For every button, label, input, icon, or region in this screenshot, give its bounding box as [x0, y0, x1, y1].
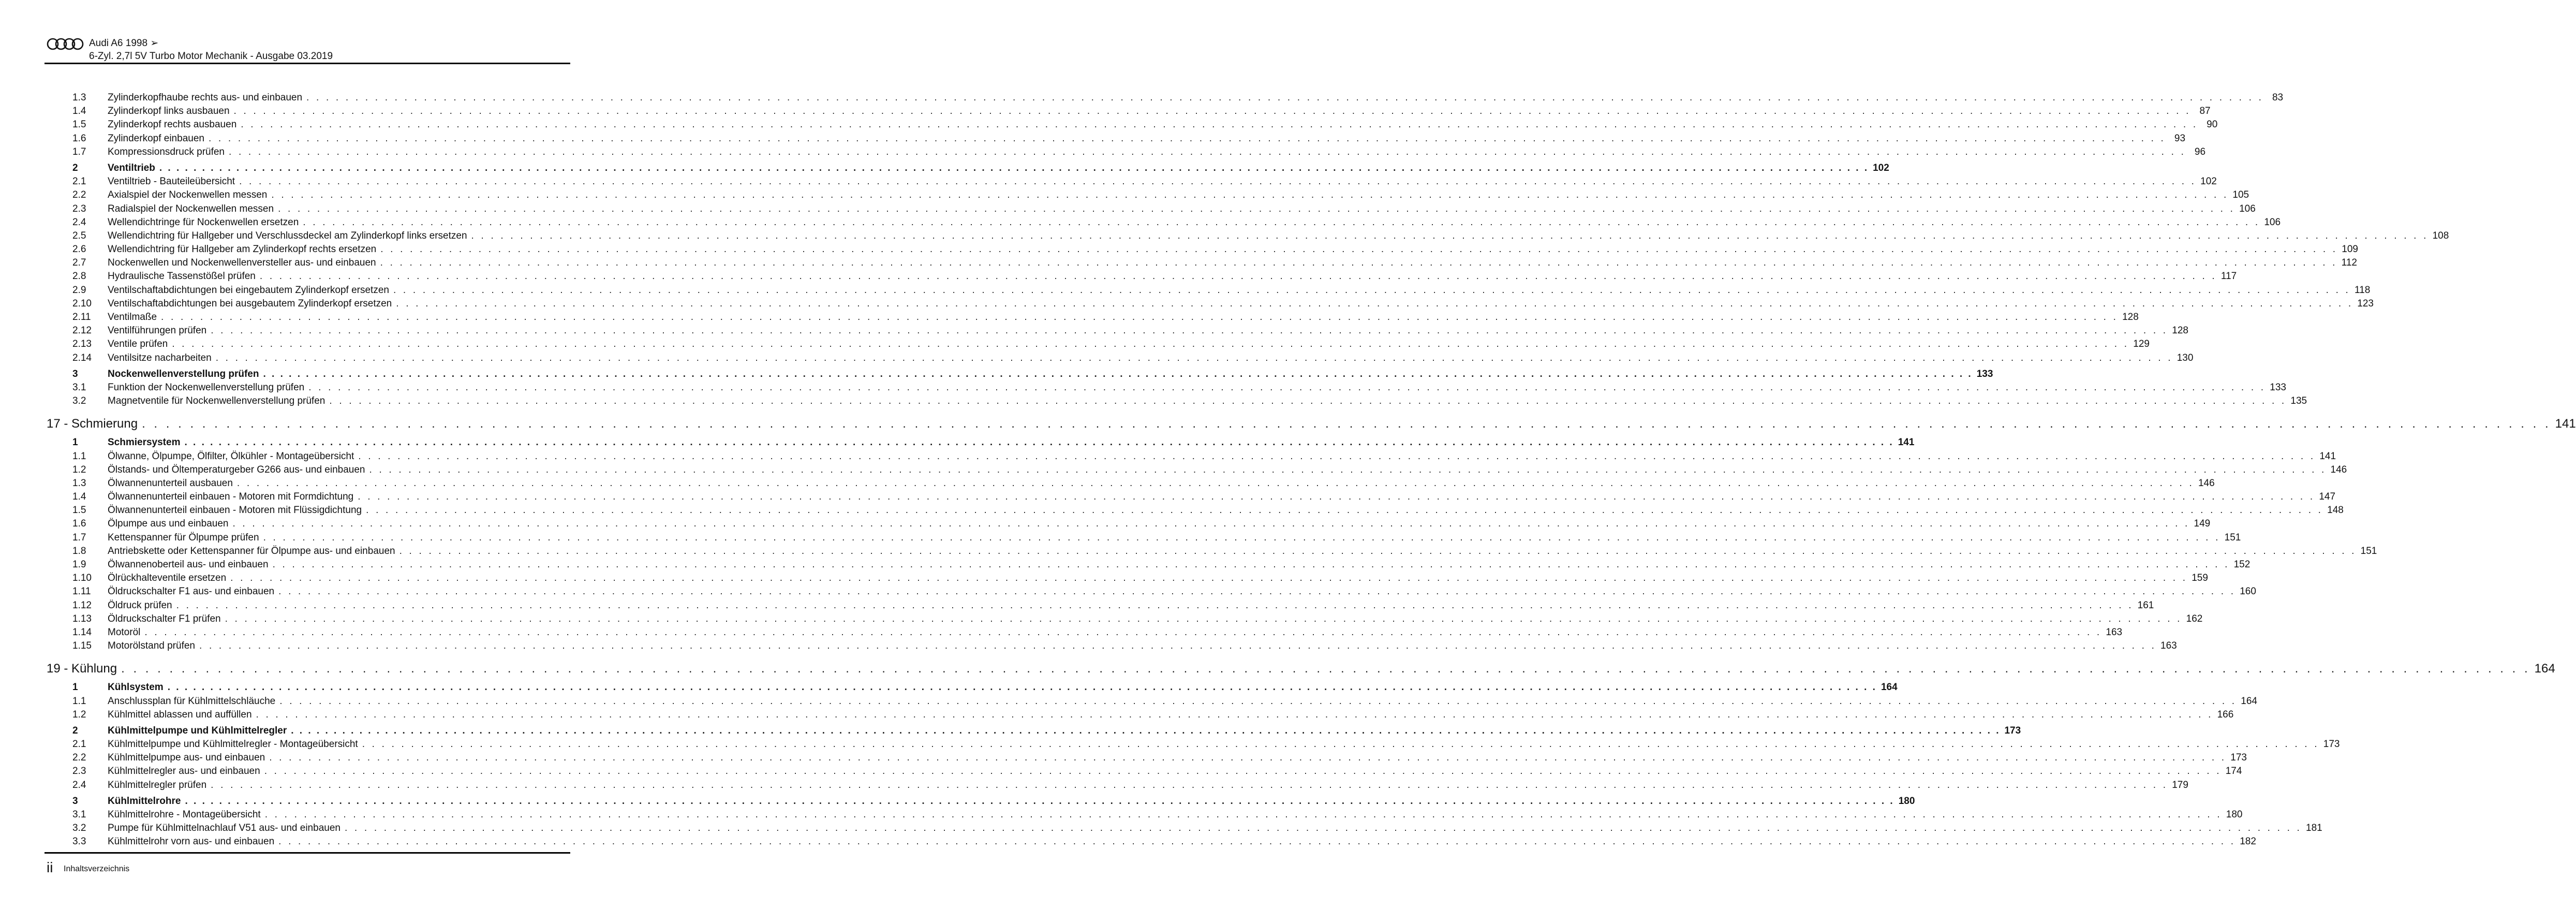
dot-leader: . . . . . . . . . . . . . . . . . . . . . . . . . . . . . . . . . . . . . . . . . . . . . . . . . . . . . . . . . . . . . . . . . . . . . . . . . . . . . . . . . . . . . . . . . . . . . . . . . . . . . . . . . . . . . . . . . . . . . . . . . . . . . . . . . . . . . . . . . . . . . . . . . . . . . . . . . . . . . . . . . . . . . . . . . . . . . . . . . . . . . . . . . . . . . . . . . . . . . . . .: [380, 244, 2338, 255]
entry-page: 96: [2194, 146, 2206, 157]
entry-number: 2.3: [72, 203, 86, 214]
toc-entry[interactable]: [47, 765, 2242, 778]
entry-title: Motorölstand prüfen: [108, 640, 195, 652]
entry-title: Ventilschaftabdichtungen bei eingebautem Zylinderkopf ersetzen: [108, 284, 389, 296]
toc-entry[interactable]: [47, 572, 2208, 585]
toc-entry[interactable]: [47, 118, 2218, 131]
dot-leader: . . . . . . . . . . . . . . . . . . . . . . . . . . . . . . . . . . . . . . . . . . . . . . . . . . . . . . . . . . . . . . . . . . . . . . . . . . . . . . . . . . . . . . . . . . . . . . . . . . . . . . . . . . . . . . . . . . . . . . . . . . . . . . . . . . . . . . . . . . . . . . . . . . . . . . . . . . . . . . . . . . . . . . . . . . . . . . . . . . . . . . . . . . . . . . . . . . . . . . . .: [229, 146, 2186, 157]
entry-title: Öldruckschalter F1 aus- und einbauen: [108, 586, 275, 597]
entry-number: 3: [72, 368, 78, 379]
toc-entry[interactable]: [47, 256, 2357, 270]
dot-leader: . . . . . . . . . . . . . . . . . . . . . . . . . . . . . . . . . . . . . . . . . . . . . . . . . . . . . . . . . . . . . . . . . . . . . . . . . . . . . . . . . . . . . . . . . . . . . . . . . . . . . . . . . . . . . . . . . . . . . . . . . . . . . . . . . . . . . . . . . . . . . . . . . . . . . . . . . . . . . . . . . . . . . . . . . . . . . . . . . . . . . . . . . . . . . . . . . . . . . . . .: [306, 92, 2264, 103]
dot-leader: . . . . . . . . . . . . . . . . . . . . . . . . . . . . . . . . . . . . . . . . . . . . . . . . . . . . . . . . . . . . . . . . . . . . . . . . . . . . . . . . . . . . . . . . . . . . . . . . . . . . . . . . . . . . . . . . . . . . . . . . . . . . . . . . . . . . . . . . . . . . . . . . . . . . . . . . . . . . . . . . . . . . . . . . . . . . . . . . . . . . . . . . . . . . . . . . . . . . . . . .: [167, 682, 1877, 693]
dot-leader: . . . . . . . . . . . . . . . . . . . . . . . . . . . . . . . . . . . . . . . . . . . . . . . . . . . . . . . . . . . . . . . . . . . . . . . . . . . . . . . . . . . . . . . . . . . . . . . . . . . . . . . . . . . . . . . . . . . . . . . . . . . . . . . . . . . . . . . . . . . . . . . . . . . . . . . . . . . . . . . . . . . . . . . . . . . . . . . . . . . . . . . . . . . . . . . . . . . . . . . .: [279, 695, 2237, 707]
toc-entry[interactable]: [47, 490, 2336, 504]
entry-title: Zylinderkopf links ausbauen: [108, 106, 230, 117]
entry-title: Radialspiel der Nockenwellen messen: [108, 203, 274, 214]
entry-page: 141: [2555, 417, 2576, 431]
entry-page: 173: [2323, 739, 2340, 750]
dot-leader: . . . . . . . . . . . . . . . . . . . . . . . . . . . . . . . . . . . . . . . . . . . . . . . . . . . . . . . . . . . . . . . . . . . . . . . . . . . . . . . . . . . . . . . . . . . . . . . . . . . . . . . . . . . . . . . . . . . . . . . . . . . . . . . . . . . . . . . . . . . . . . . . . . . . . . . . . . . . . . . . . . . . . . . . . . . . . . . . . . . . . . . . . . . . . . . . . . . . . . . .: [369, 464, 2327, 475]
dot-leader: . . . . . . . . . . . . . . . . . . . . . . . . . . . . . . . . . . . . . . . . . . . . . . . . . . . . . . . . . . . . . . . . . . . . . . . . . . . . . . . . . . . . . . . . . . . . . . . . . . . . . . . . . . . . . . . . . . . . . . . . . . . . . . . . . . . . . . . . . . . . . . . . . . . . . . . . . . . . . . . . . . . . . . . . . . . . . . . . . . . . . . . . . . . . . . . . . . . . . . . .: [362, 739, 2319, 750]
entry-page: 83: [2272, 92, 2284, 103]
entry-page: 133: [1976, 368, 1993, 379]
entry-title: Ölwannenunterteil einbauen - Motoren mit Formdichtung: [108, 491, 354, 503]
toc-entry[interactable]: [47, 639, 2177, 653]
toc-entry[interactable]: [47, 324, 2188, 338]
toc-entry[interactable]: [47, 270, 2237, 283]
dot-leader: . . . . . . . . . . . . . . . . . . . . . . . . . . . . . . . . . . . . . . . . . . . . . . . . . . . . . . . . . . . . . . . . . . . . . . . . . . . . . . . . . . . . . . . . . . . . . . . . . . . . . . . . . . . . . . . . . . . . . . . . . . . . . . . . . . . . . . . . . . . . . . . . . . . . . . . . . . . . . . . . . . . . . . . . . . . . . . . . . . . . . . . . . . . . . . . . . . . . . . . .: [271, 189, 2229, 201]
entry-page: 173: [2230, 752, 2247, 764]
dot-leader: . . . . . . . . . . . . . . . . . . . . . . . . . . . . . . . . . . . . . . . . . . . . . . . . . . . . . . . . . . . . . . . . . . . . . . . . . . . . . . . . . . . . . . . . . . . . . . . . . . . . . . . . . . . . . . . . . . . . . . . . . . . . . . . . . . . . . . . . . . . . . . . . . . . . . . . . . . . . . . . . . . . . . . . . . . . . . . . . . . . . . . . . . . . . . . . . . . . . . . . .: [308, 382, 2266, 393]
toc-entry[interactable]: [47, 751, 2247, 765]
entry-page: 160: [2240, 586, 2256, 597]
entry-number: 2.2: [72, 189, 86, 201]
entry-page: 129: [2133, 339, 2150, 350]
entry-page: 164: [2241, 695, 2257, 707]
dot-leader: . . . . . . . . . . . . . . . . . . . . . . . . . . . . . . . . . . . . . . . . . . . . . . . . . . . . . . . . . . . . . . . . . . . . . . . . . . . . . . . . . . . . . . . . . . . . . . . . . . . . . . . . . . . . . . . . . . . . . . . . . . . . . . . . . . . . . . . . . . . . . . . . . . . . . . . . . . . . . . . . . . . . . . . . . . . . . . . . . . . . . . . . . . . . . . . . . . . . . . . .: [358, 450, 2316, 462]
entry-title: Nockenwellen und Nockenwellenversteller aus- und einbauen: [108, 257, 376, 269]
entry-title: Funktion der Nockenwellenverstellung prüfen: [108, 382, 305, 393]
entry-page: 118: [2355, 284, 2371, 296]
entry-title: Ventiltrieb: [108, 162, 155, 173]
entry-number: 2.11: [72, 312, 91, 323]
entry-page: 147: [2319, 491, 2336, 503]
entry-page: 90: [2207, 119, 2218, 130]
toc-section[interactable]: [47, 795, 1915, 808]
dot-leader: . . . . . . . . . . . . . . . . . . . . . . . . . . . . . . . . . . . . . . . . . . . . . . . . . . . . . . . . . . . . . . . . . . . . . . . . . . . . . . . . . . . . . . . . . . . . . . . . . . . . . . . . . . . . . . . . . . . . . . . . . . . . . . . . . . . . . . . . . . . . . . . . . . . . . . . . . . . . . . . . . . . . . . . . . . . . . . . . . . . . . . . . . . . . . . . . . . . . . . . .: [176, 599, 2134, 611]
dot-leader: . . . . . . . . . . . . . . . . . . . . . . . . . . . . . . . . . . . . . . . . . . . . . . . . . . . . . . . . . . . . . . . . . . . . . . . . . . . . . . . . . . . . . . . . . . . . . . . . . . . . . . . . . . . . . . . . . . . . . . . . . . . . . . . . . . . . . . . . . . . . . . . . . . . . . . . . . . . . . . . . . . . . . . . . . . . . . . . . . . . . . . . . . . . . . . . . . . . . . . . .: [172, 339, 2129, 350]
entry-number: 2.4: [72, 779, 86, 790]
header-model: Audi A6 1998 ➢: [89, 38, 159, 49]
toc-entry[interactable]: [47, 188, 2249, 202]
entry-page: 152: [2233, 559, 2251, 570]
entry-number: 2.13: [72, 339, 92, 350]
dot-leader: . . . . . . . . . . . . . . . . . . . . . . . . . . . . . . . . . . . . . . . . . . . . . . . . . . . . . . . . . . . . . . . . . . . . . . . . . . . . . . . . . . . . . . . . . . . . . . . . . . . . . . . . . . . . . . . . . . . . . . . . . . . . . . . . . . . . . . . . . . . . . . . . . . . . . . . . . . . . . . . . . . . . . . . . . . . . . . . . . . . . . . . . . . . . . . . . . . . . . . . .: [366, 505, 2323, 516]
entry-page: 146: [2330, 464, 2347, 475]
entry-title: 19 - Kühlung: [47, 662, 117, 676]
entry-number: 1.14: [72, 626, 92, 638]
entry-page: 141: [2319, 450, 2336, 462]
toc-entry[interactable]: [47, 835, 2256, 848]
dot-leader: . . . . . . . . . . . . . . . . . . . . . . . . . . . . . . . . . . . . . . . . . . . . . . . . . . . . . . . . . . . . . . . . . . . . . . . . . . . . . . . . . . . . . . . . . . . . . . . . . . . . . . . . . . . . . . . . . . . . . . . . . . . . . . . . . . . . . . . . . . . . . . . . . . . . . . . . . . . . . . . . . . . . . . . . . . . . . . . . . . . . . . . . . . . . . . . . . . . . . . . .: [121, 662, 2530, 676]
dot-leader: . . . . . . . . . . . . . . . . . . . . . . . . . . . . . . . . . . . . . . . . . . . . . . . . . . . . . . . . . . . . . . . . . . . . . . . . . . . . . . . . . . . . . . . . . . . . . . . . . . . . . . . . . . . . . . . . . . . . . . . . . . . . . . . . . . . . . . . . . . . . . . . . . . . . . . . . . . . . . . . . . . . . . . . . . . . . . . . . . . . . . . . . . . . . . . . . . . . . . . . .: [211, 325, 2168, 336]
toc-section[interactable]: [47, 436, 1915, 449]
entry-title: Kühlmittel ablassen und auffüllen: [108, 709, 252, 720]
toc-entry[interactable]: [47, 695, 2257, 708]
dot-leader: . . . . . . . . . . . . . . . . . . . . . . . . . . . . . . . . . . . . . . . . . . . . . . . . . . . . . . . . . . . . . . . . . . . . . . . . . . . . . . . . . . . . . . . . . . . . . . . . . . . . . . . . . . . . . . . . . . . . . . . . . . . . . . . . . . . . . . . . . . . . . . . . . . . . . . . . . . . . . . . . . . . . . . . . . . . . . . . . . . . . . . . . . . . . . . . . . . . . . . . .: [236, 477, 2194, 489]
entry-page: 102: [1873, 162, 1889, 173]
dot-leader: . . . . . . . . . . . . . . . . . . . . . . . . . . . . . . . . . . . . . . . . . . . . . . . . . . . . . . . . . . . . . . . . . . . . . . . . . . . . . . . . . . . . . . . . . . . . . . . . . . . . . . . . . . . . . . . . . . . . . . . . . . . . . . . . . . . . . . . . . . . . . . . . . . . . . . . . . . . . . . . . . . . . . . . . . . . . . . . . . . . . . . . . . . . . . . . . . . . . . . . .: [211, 779, 2168, 790]
entry-number: 1.12: [72, 599, 92, 611]
entry-number: 1.7: [72, 146, 86, 157]
dot-leader: . . . . . . . . . . . . . . . . . . . . . . . . . . . . . . . . . . . . . . . . . . . . . . . . . . . . . . . . . . . . . . . . . . . . . . . . . . . . . . . . . . . . . . . . . . . . . . . . . . . . . . . . . . . . . . . . . . . . . . . . . . . . . . . . . . . . . . . . . . . . . . . . . . . . . . . . . . . . . . . . . . . . . . . . . . . . . . . . . . . . . . . . . . . . . . . . . . . . . . . .: [233, 106, 2191, 117]
entry-page: 128: [2172, 325, 2188, 336]
entry-title: Hydraulische Tassenstößel prüfen: [108, 271, 256, 282]
entry-title: Zylinderkopfhaube rechts aus- und einbauen: [108, 92, 303, 103]
entry-title: Ventilsitze nacharbeiten: [108, 352, 212, 363]
entry-number: 1: [72, 437, 78, 448]
toc-entry[interactable]: [47, 477, 2215, 490]
entry-title: Öldruckschalter F1 prüfen: [108, 613, 221, 624]
toc-section[interactable]: [47, 724, 2021, 738]
toc-entry[interactable]: [47, 626, 2123, 639]
toc-entry[interactable]: [47, 463, 2347, 477]
toc-entry[interactable]: [47, 517, 2211, 531]
toc-entry[interactable]: [47, 297, 2374, 311]
entry-title: Ventilschaftabdichtungen bei ausgebautem Zylinderkopf ersetzen: [108, 298, 392, 309]
entry-title: 17 - Schmierung: [47, 417, 138, 431]
entry-page: 180: [2226, 809, 2243, 820]
header-subtitle: 6-Zyl. 2,7l 5V Turbo Motor Mechanik - Ausgabe 03.2019: [89, 51, 333, 62]
dot-leader: . . . . . . . . . . . . . . . . . . . . . . . . . . . . . . . . . . . . . . . . . . . . . . . . . . . . . . . . . . . . . . . . . . . . . . . . . . . . . . . . . . . . . . . . . . . . . . . . . . . . . . . . . . . . . . . . . . . . . . . . . . . . . . . . . . . . . . . . . . . . . . . . . . . . . . . . . . . . . . . . . . . . . . . . . . . . . . . . . . . . . . . . . . . . . . . . . . . . . . . .: [303, 216, 2260, 228]
entry-title: Kühlmittelrohre: [108, 795, 181, 807]
entry-title: Schmiersystem: [108, 437, 181, 448]
entry-title: Wellendichtringe für Nockenwellen ersetzen: [108, 216, 299, 228]
toc-entry[interactable]: [47, 612, 2203, 626]
entry-number: 1.1: [72, 695, 86, 707]
entry-title: Kühlmittelpumpe und Kühlmittelregler: [108, 725, 287, 736]
dot-leader: . . . . . . . . . . . . . . . . . . . . . . . . . . . . . . . . . . . . . . . . . . . . . . . . . . . . . . . . . . . . . . . . . . . . . . . . . . . . . . . . . . . . . . . . . . . . . . . . . . . . . . . . . . . . . . . . . . . . . . . . . . . . . . . . . . . . . . . . . . . . . . . . . . . . . . . . . . . . . . . . . . . . . . . . . . . . . . . . . . . . . . . . . . . . . . . . . . . . . . . .: [208, 133, 2166, 144]
toc-entry[interactable]: [47, 531, 2241, 545]
entry-title: Kühlmittelregler prüfen: [108, 779, 207, 790]
entry-number: 2.9: [72, 284, 86, 296]
toc-entry[interactable]: [47, 394, 2307, 408]
dot-leader: . . . . . . . . . . . . . . . . . . . . . . . . . . . . . . . . . . . . . . . . . . . . . . . . . . . . . . . . . . . . . . . . . . . . . . . . . . . . . . . . . . . . . . . . . . . . . . . . . . . . . . . . . . . . . . . . . . . . . . . . . . . . . . . . . . . . . . . . . . . . . . . . . . . . . . . . . . . . . . . . . . . . . . . . . . . . . . . . . . . . . . . . . . . . . . . . . . . . . . . .: [329, 396, 2287, 407]
entry-number: 1.1: [72, 450, 86, 462]
toc-entry[interactable]: [47, 284, 2371, 297]
entry-page: 141: [1898, 437, 1915, 448]
entry-page: 112: [2341, 257, 2357, 269]
entry-number: 1.5: [72, 505, 86, 516]
dot-leader: . . . . . . . . . . . . . . . . . . . . . . . . . . . . . . . . . . . . . . . . . . . . . . . . . . . . . . . . . . . . . . . . . . . . . . . . . . . . . . . . . . . . . . . . . . . . . . . . . . . . . . . . . . . . . . . . . . . . . . . . . . . . . . . . . . . . . . . . . . . . . . . . . . . . . . . . . . . . . . . . . . . . . . . . . . . . . . . . . . . . . . . . . . . . . . . . . . . . . . . .: [256, 709, 2213, 720]
entry-number: 1.10: [72, 573, 92, 584]
entry-number: 2.10: [72, 298, 92, 309]
dot-leader: . . . . . . . . . . . . . . . . . . . . . . . . . . . . . . . . . . . . . . . . . . . . . . . . . . . . . . . . . . . . . . . . . . . . . . . . . . . . . . . . . . . . . . . . . . . . . . . . . . . . . . . . . . . . . . . . . . . . . . . . . . . . . . . . . . . . . . . . . . . . . . . . . . . . . . . . . . . . . . . . . . . . . . . . . . . . . . . . . . . . . . . . . . . . . . . . . . . . . . . .: [215, 352, 2173, 363]
entry-title: Antriebskette oder Kettenspanner für Ölpumpe aus- und einbauen: [108, 545, 395, 556]
footer-divider: [45, 852, 570, 854]
entry-page: 135: [2290, 396, 2307, 407]
entry-title: Ventiltrieb - Bauteileübersicht: [108, 176, 235, 187]
toc-entry[interactable]: [47, 175, 2217, 188]
dot-leader: . . . . . . . . . . . . . . . . . . . . . . . . . . . . . . . . . . . . . . . . . . . . . . . . . . . . . . . . . . . . . . . . . . . . . . . . . . . . . . . . . . . . . . . . . . . . . . . . . . . . . . . . . . . . . . . . . . . . . . . . . . . . . . . . . . . . . . . . . . . . . . . . . . . . . . . . . . . . . . . . . . . . . . . . . . . . . . . . . . . . . . . . . . . . . . . . . . . . . . . .: [264, 766, 2222, 777]
entry-title: Motoröl: [108, 626, 141, 638]
entry-title: Ölwannenunterteil ausbauen: [108, 477, 233, 489]
entry-title: Zylinderkopf einbauen: [108, 133, 204, 144]
entry-title: Kettenspanner für Ölpumpe prüfen: [108, 532, 259, 543]
dot-leader: . . . . . . . . . . . . . . . . . . . . . . . . . . . . . . . . . . . . . . . . . . . . . . . . . . . . . . . . . . . . . . . . . . . . . . . . . . . . . . . . . . . . . . . . . . . . . . . . . . . . . . . . . . . . . . . . . . . . . . . . . . . . . . . . . . . . . . . . . . . . . . . . . . . . . . . . . . . . . . . . . . . . . . . . . . . . . . . . . . . . . . . . . . . . . . . . . . . . . . . .: [264, 809, 2222, 820]
dot-leader: . . . . . . . . . . . . . . . . . . . . . . . . . . . . . . . . . . . . . . . . . . . . . . . . . . . . . . . . . . . . . . . . . . . . . . . . . . . . . . . . . . . . . . . . . . . . . . . . . . . . . . . . . . . . . . . . . . . . . . . . . . . . . . . . . . . . . . . . . . . . . . . . . . . . . . . . . . . . . . . . . . . . . . . . . . . . . . . . . . . . . . . . . . . . . . . . . . . . . . . .: [263, 532, 2220, 543]
entry-number: 2.6: [72, 244, 86, 255]
entry-number: 1.5: [72, 119, 86, 130]
dot-leader: . . . . . . . . . . . . . . . . . . . . . . . . . . . . . . . . . . . . . . . . . . . . . . . . . . . . . . . . . . . . . . . . . . . . . . . . . . . . . . . . . . . . . . . . . . . . . . . . . . . . . . . . . . . . . . . . . . . . . . . . . . . . . . . . . . . . . . . . . . . . . . . . . . . . . . . . . . . . . . . . . . . . . . . . . . . . . . . . . . . . . . . . . . . . . . . . . . . . . . . .: [161, 312, 2119, 323]
toc-entry[interactable]: [47, 145, 2206, 159]
dot-leader: . . . . . . . . . . . . . . . . . . . . . . . . . . . . . . . . . . . . . . . . . . . . . . . . . . . . . . . . . . . . . . . . . . . . . . . . . . . . . . . . . . . . . . . . . . . . . . . . . . . . . . . . . . . . . . . . . . . . . . . . . . . . . . . . . . . . . . . . . . . . . . . . . . . . . . . . . . . . . . . . . . . . . . . . . . . . . . . . . . . . . . . . . . . . . . . . . . . . . . . .: [399, 545, 2357, 556]
entry-page: 87: [2199, 106, 2211, 117]
entry-number: 2.14: [72, 352, 92, 363]
entry-title: Wellendichtring für Hallgeber und Verschlussdeckel am Zylinderkopf links ersetzen: [108, 230, 467, 241]
toc-entry[interactable]: [47, 450, 2336, 463]
entry-title: Öldruck prüfen: [108, 599, 172, 611]
entry-number: 2.2: [72, 752, 86, 764]
dot-leader: . . . . . . . . . . . . . . . . . . . . . . . . . . . . . . . . . . . . . . . . . . . . . . . . . . . . . . . . . . . . . . . . . . . . . . . . . . . . . . . . . . . . . . . . . . . . . . . . . . . . . . . . . . . . . . . . . . . . . . . . . . . . . . . . . . . . . . . . . . . . . . . . . . . . . . . . . . . . . . . . . . . . . . . . . . . . . . . . . . . . . . . . . . . . . . . . . . . . . . . .: [278, 586, 2236, 597]
entry-page: 109: [2342, 244, 2358, 255]
toc-entry[interactable]: [47, 91, 2284, 105]
entry-page: 108: [2432, 230, 2449, 241]
entry-page: 164: [2534, 662, 2555, 676]
toc-section[interactable]: [47, 368, 1993, 381]
dot-leader: . . . . . . . . . . . . . . . . . . . . . . . . . . . . . . . . . . . . . . . . . . . . . . . . . . . . . . . . . . . . . . . . . . . . . . . . . . . . . . . . . . . . . . . . . . . . . . . . . . . . . . . . . . . . . . . . . . . . . . . . . . . . . . . . . . . . . . . . . . . . . . . . . . . . . . . . . . . . . . . . . . . . . . . . . . . . . . . . . . . . . . . . . . . . . . . . . . . . . . . .: [199, 640, 2157, 652]
toc-entry[interactable]: [47, 229, 2449, 243]
entry-number: 2.7: [72, 257, 86, 269]
entry-number: 1.11: [72, 586, 91, 597]
entry-number: 3.2: [72, 823, 86, 834]
page-number: ii: [47, 859, 53, 875]
entry-page: 149: [2194, 518, 2211, 530]
entry-number: 2.3: [72, 766, 86, 777]
dot-leader: . . . . . . . . . . . . . . . . . . . . . . . . . . . . . . . . . . . . . . . . . . . . . . . . . . . . . . . . . . . . . . . . . . . . . . . . . . . . . . . . . . . . . . . . . . . . . . . . . . . . . . . . . . . . . . . . . . . . . . . . . . . . . . . . . . . . . . . . . . . . . . . . . . . . . . . . . . . . . . . . . . . . . . . . . . . . . . . . . . . . . . . . . . . . . . . . . . . . . . . .: [259, 271, 2217, 282]
entry-number: 2.5: [72, 230, 86, 241]
footer-label: Inhaltsverzeichnis: [64, 865, 130, 873]
entry-number: 2: [72, 725, 78, 736]
entry-number: 1.8: [72, 545, 86, 556]
entry-title: Kühlmittelregler aus- und einbauen: [108, 766, 260, 777]
entry-number: 2.1: [72, 739, 86, 750]
entry-page: 182: [2240, 836, 2256, 847]
entry-page: 148: [2327, 505, 2344, 516]
toc-entry[interactable]: [47, 338, 2150, 351]
dot-leader: . . . . . . . . . . . . . . . . . . . . . . . . . . . . . . . . . . . . . . . . . . . . . . . . . . . . . . . . . . . . . . . . . . . . . . . . . . . . . . . . . . . . . . . . . . . . . . . . . . . . . . . . . . . . . . . . . . . . . . . . . . . . . . . . . . . . . . . . . . . . . . . . . . . . . . . . . . . . . . . . . . . . . . . . . . . . . . . . . . . . . . . . . . . . . . . . . . . . . . . .: [344, 823, 2302, 834]
entry-page: 159: [2192, 573, 2208, 584]
audi-logo: [47, 37, 84, 51]
header-divider: [45, 63, 570, 64]
entry-number: 2.4: [72, 216, 86, 228]
entry-page: 162: [2186, 613, 2203, 624]
toc-entry[interactable]: [47, 311, 2139, 324]
entry-page: 146: [2198, 477, 2215, 489]
dot-leader: . . . . . . . . . . . . . . . . . . . . . . . . . . . . . . . . . . . . . . . . . . . . . . . . . . . . . . . . . . . . . . . . . . . . . . . . . . . . . . . . . . . . . . . . . . . . . . . . . . . . . . . . . . . . . . . . . . . . . . . . . . . . . . . . . . . . . . . . . . . . . . . . . . . . . . . . . . . . . . . . . . . . . . . . . . . . . . . . . . . . . . . . . . . . . . . . . . . . . . . .: [278, 203, 2236, 214]
entry-page: 173: [2004, 725, 2021, 736]
table-of-contents: [47, 91, 2576, 849]
entry-title: Ölrückhalteventile ersetzen: [108, 573, 227, 584]
dot-leader: . . . . . . . . . . . . . . . . . . . . . . . . . . . . . . . . . . . . . . . . . . . . . . . . . . . . . . . . . . . . . . . . . . . . . . . . . . . . . . . . . . . . . . . . . . . . . . . . . . . . . . . . . . . . . . . . . . . . . . . . . . . . . . . . . . . . . . . . . . . . . . . . . . . . . . . . . . . . . . . . . . . . . . . . . . . . . . . . . . . . . . . . . . . . . . . . . . . . . . . .: [184, 437, 1894, 448]
entry-title: Kühlmittelrohre - Montageübersicht: [108, 809, 261, 820]
toc-entry[interactable]: [47, 105, 2211, 118]
entry-page: 130: [2177, 352, 2194, 363]
entry-title: Ölwanne, Ölpumpe, Ölfilter, Ölkühler - Montageübersicht: [108, 450, 354, 462]
entry-title: Kühlsystem: [108, 682, 164, 693]
toc-entry[interactable]: [47, 708, 2234, 722]
dot-leader: . . . . . . . . . . . . . . . . . . . . . . . . . . . . . . . . . . . . . . . . . . . . . . . . . . . . . . . . . . . . . . . . . . . . . . . . . . . . . . . . . . . . . . . . . . . . . . . . . . . . . . . . . . . . . . . . . . . . . . . . . . . . . . . . . . . . . . . . . . . . . . . . . . . . . . . . . . . . . . . . . . . . . . . . . . . . . . . . . . . . . . . . . . . . . . . . . . . . . . . .: [142, 417, 2551, 431]
dot-leader: . . . . . . . . . . . . . . . . . . . . . . . . . . . . . . . . . . . . . . . . . . . . . . . . . . . . . . . . . . . . . . . . . . . . . . . . . . . . . . . . . . . . . . . . . . . . . . . . . . . . . . . . . . . . . . . . . . . . . . . . . . . . . . . . . . . . . . . . . . . . . . . . . . . . . . . . . . . . . . . . . . . . . . . . . . . . . . . . . . . . . . . . . . . . . . . . . . . . . . . .: [269, 752, 2227, 764]
entry-number: 3.3: [72, 836, 86, 847]
entry-page: 106: [2264, 216, 2281, 228]
entry-number: 1.2: [72, 709, 86, 720]
entry-page: 163: [2106, 626, 2123, 638]
entry-page: 93: [2174, 133, 2186, 144]
entry-number: 1.4: [72, 491, 86, 503]
dot-leader: . . . . . . . . . . . . . . . . . . . . . . . . . . . . . . . . . . . . . . . . . . . . . . . . . . . . . . . . . . . . . . . . . . . . . . . . . . . . . . . . . . . . . . . . . . . . . . . . . . . . . . . . . . . . . . . . . . . . . . . . . . . . . . . . . . . . . . . . . . . . . . . . . . . . . . . . . . . . . . . . . . . . . . . . . . . . . . . . . . . . . . . . . . . . . . . . . . . . . . . .: [278, 836, 2236, 847]
toc-entry[interactable]: [47, 352, 2194, 365]
entry-title: Anschlussplan für Kühlmittelschläuche: [108, 695, 276, 707]
entry-number: 1.6: [72, 133, 86, 144]
entry-title: Ventile prüfen: [108, 339, 168, 350]
entry-title: Kompressionsdruck prüfen: [108, 146, 225, 157]
entry-page: 128: [2122, 312, 2139, 323]
entry-title: Ventilführungen prüfen: [108, 325, 207, 336]
entry-title: Magnetventile für Nockenwellenverstellung prüfen: [108, 396, 325, 407]
toc-entry[interactable]: [47, 808, 2243, 822]
dot-leader: . . . . . . . . . . . . . . . . . . . . . . . . . . . . . . . . . . . . . . . . . . . . . . . . . . . . . . . . . . . . . . . . . . . . . . . . . . . . . . . . . . . . . . . . . . . . . . . . . . . . . . . . . . . . . . . . . . . . . . . . . . . . . . . . . . . . . . . . . . . . . . . . . . . . . . . . . . . . . . . . . . . . . . . . . . . . . . . . . . . . . . . . . . . . . . . . . . . . . . . .: [380, 257, 2337, 269]
entry-number: 1.13: [72, 613, 92, 624]
entry-title: Zylinderkopf rechts ausbauen: [108, 119, 237, 130]
toc-section[interactable]: [47, 162, 1889, 175]
dot-leader: . . . . . . . . . . . . . . . . . . . . . . . . . . . . . . . . . . . . . . . . . . . . . . . . . . . . . . . . . . . . . . . . . . . . . . . . . . . . . . . . . . . . . . . . . . . . . . . . . . . . . . . . . . . . . . . . . . . . . . . . . . . . . . . . . . . . . . . . . . . . . . . . . . . . . . . . . . . . . . . . . . . . . . . . . . . . . . . . . . . . . . . . . . . . . . . . . . . . . . . .: [263, 368, 1973, 379]
toc-entry[interactable]: [47, 243, 2358, 256]
dot-leader: . . . . . . . . . . . . . . . . . . . . . . . . . . . . . . . . . . . . . . . . . . . . . . . . . . . . . . . . . . . . . . . . . . . . . . . . . . . . . . . . . . . . . . . . . . . . . . . . . . . . . . . . . . . . . . . . . . . . . . . . . . . . . . . . . . . . . . . . . . . . . . . . . . . . . . . . . . . . . . . . . . . . . . . . . . . . . . . . . . . . . . . . . . . . . . . . . . . . . . . .: [291, 725, 2001, 736]
entry-page: 181: [2306, 823, 2322, 834]
entry-page: 105: [2232, 189, 2249, 201]
dot-leader: . . . . . . . . . . . . . . . . . . . . . . . . . . . . . . . . . . . . . . . . . . . . . . . . . . . . . . . . . . . . . . . . . . . . . . . . . . . . . . . . . . . . . . . . . . . . . . . . . . . . . . . . . . . . . . . . . . . . . . . . . . . . . . . . . . . . . . . . . . . . . . . . . . . . . . . . . . . . . . . . . . . . . . . . . . . . . . . . . . . . . . . . . . . . . . . . . . . . . . . .: [230, 573, 2188, 584]
entry-number: 1.7: [72, 532, 86, 543]
dot-leader: . . . . . . . . . . . . . . . . . . . . . . . . . . . . . . . . . . . . . . . . . . . . . . . . . . . . . . . . . . . . . . . . . . . . . . . . . . . . . . . . . . . . . . . . . . . . . . . . . . . . . . . . . . . . . . . . . . . . . . . . . . . . . . . . . . . . . . . . . . . . . . . . . . . . . . . . . . . . . . . . . . . . . . . . . . . . . . . . . . . . . . . . . . . . . . . . . . . . . . . .: [239, 176, 2197, 187]
dot-leader: . . . . . . . . . . . . . . . . . . . . . . . . . . . . . . . . . . . . . . . . . . . . . . . . . . . . . . . . . . . . . . . . . . . . . . . . . . . . . . . . . . . . . . . . . . . . . . . . . . . . . . . . . . . . . . . . . . . . . . . . . . . . . . . . . . . . . . . . . . . . . . . . . . . . . . . . . . . . . . . . . . . . . . . . . . . . . . . . . . . . . . . . . . . . . . . . . . . . . . . .: [144, 626, 2102, 638]
toc-entry[interactable]: [47, 202, 2256, 216]
toc-chapter[interactable]: [47, 415, 2576, 433]
toc-entry[interactable]: [47, 822, 2322, 835]
entry-page: 123: [2357, 298, 2374, 309]
entry-number: 3.1: [72, 809, 86, 820]
entry-number: 1.9: [72, 559, 86, 570]
entry-page: 117: [2220, 271, 2237, 282]
toc-section[interactable]: [47, 681, 1898, 694]
entry-title: Axialspiel der Nockenwellen messen: [108, 189, 268, 201]
toc-entry[interactable]: [47, 216, 2281, 229]
entry-number: 2.8: [72, 271, 86, 282]
entry-page: 174: [2225, 766, 2242, 777]
toc-entry[interactable]: [47, 558, 2251, 572]
toc-entry[interactable]: [47, 738, 2340, 751]
entry-page: 161: [2137, 599, 2154, 611]
entry-number: 1.3: [72, 92, 86, 103]
dot-leader: . . . . . . . . . . . . . . . . . . . . . . . . . . . . . . . . . . . . . . . . . . . . . . . . . . . . . . . . . . . . . . . . . . . . . . . . . . . . . . . . . . . . . . . . . . . . . . . . . . . . . . . . . . . . . . . . . . . . . . . . . . . . . . . . . . . . . . . . . . . . . . . . . . . . . . . . . . . . . . . . . . . . . . . . . . . . . . . . . . . . . . . . . . . . . . . . . . . . . . . .: [159, 162, 1869, 173]
toc-entry[interactable]: [47, 599, 2154, 612]
entry-title: Kühlmittelrohr vorn aus- und einbauen: [108, 836, 275, 847]
toc-chapter[interactable]: [47, 660, 2555, 678]
toc-entry[interactable]: [47, 779, 2188, 792]
entry-title: Ölwannenoberteil aus- und einbauen: [108, 559, 269, 570]
dot-leader: . . . . . . . . . . . . . . . . . . . . . . . . . . . . . . . . . . . . . . . . . . . . . . . . . . . . . . . . . . . . . . . . . . . . . . . . . . . . . . . . . . . . . . . . . . . . . . . . . . . . . . . . . . . . . . . . . . . . . . . . . . . . . . . . . . . . . . . . . . . . . . . . . . . . . . . . . . . . . . . . . . . . . . . . . . . . . . . . . . . . . . . . . . . . . . . . . . . . . . . .: [185, 795, 1894, 807]
dot-leader: . . . . . . . . . . . . . . . . . . . . . . . . . . . . . . . . . . . . . . . . . . . . . . . . . . . . . . . . . . . . . . . . . . . . . . . . . . . . . . . . . . . . . . . . . . . . . . . . . . . . . . . . . . . . . . . . . . . . . . . . . . . . . . . . . . . . . . . . . . . . . . . . . . . . . . . . . . . . . . . . . . . . . . . . . . . . . . . . . . . . . . . . . . . . . . . . . . . . . . . .: [358, 491, 2315, 503]
entry-title: Pumpe für Kühlmittelnachlauf V51 aus- und einbauen: [108, 823, 340, 834]
toc-entry[interactable]: [47, 381, 2286, 394]
toc-entry[interactable]: [47, 545, 2377, 558]
entry-number: 1.6: [72, 518, 86, 530]
entry-page: 180: [1898, 795, 1915, 807]
entry-number: 2: [72, 162, 78, 173]
entry-page: 166: [2217, 709, 2234, 720]
entry-title: Ventilmaße: [108, 312, 157, 323]
entry-number: 3.2: [72, 396, 86, 407]
toc-entry[interactable]: [47, 132, 2186, 145]
entry-title: Ölpumpe aus und einbauen: [108, 518, 229, 530]
entry-page: 164: [1881, 682, 1898, 693]
entry-title: Kühlmittelpumpe und Kühlmittelregler - Montageübersicht: [108, 739, 358, 750]
entry-number: 3: [72, 795, 78, 807]
entry-page: 106: [2239, 203, 2256, 214]
entry-page: 151: [2224, 532, 2241, 543]
dot-leader: . . . . . . . . . . . . . . . . . . . . . . . . . . . . . . . . . . . . . . . . . . . . . . . . . . . . . . . . . . . . . . . . . . . . . . . . . . . . . . . . . . . . . . . . . . . . . . . . . . . . . . . . . . . . . . . . . . . . . . . . . . . . . . . . . . . . . . . . . . . . . . . . . . . . . . . . . . . . . . . . . . . . . . . . . . . . . . . . . . . . . . . . . . . . . . . . . . . . . . . .: [396, 298, 2353, 309]
dot-leader: . . . . . . . . . . . . . . . . . . . . . . . . . . . . . . . . . . . . . . . . . . . . . . . . . . . . . . . . . . . . . . . . . . . . . . . . . . . . . . . . . . . . . . . . . . . . . . . . . . . . . . . . . . . . . . . . . . . . . . . . . . . . . . . . . . . . . . . . . . . . . . . . . . . . . . . . . . . . . . . . . . . . . . . . . . . . . . . . . . . . . . . . . . . . . . . . . . . . . . . .: [241, 119, 2198, 130]
entry-number: 1.4: [72, 106, 86, 117]
entry-number: 2.1: [72, 176, 86, 187]
dot-leader: . . . . . . . . . . . . . . . . . . . . . . . . . . . . . . . . . . . . . . . . . . . . . . . . . . . . . . . . . . . . . . . . . . . . . . . . . . . . . . . . . . . . . . . . . . . . . . . . . . . . . . . . . . . . . . . . . . . . . . . . . . . . . . . . . . . . . . . . . . . . . . . . . . . . . . . . . . . . . . . . . . . . . . . . . . . . . . . . . . . . . . . . . . . . . . . . . . . . . . . .: [471, 230, 2429, 241]
entry-number: 3.1: [72, 382, 86, 393]
entry-number: 1: [72, 682, 78, 693]
entry-page: 133: [2270, 382, 2286, 393]
entry-page: 179: [2172, 779, 2188, 790]
entry-title: Nockenwellenverstellung prüfen: [108, 368, 259, 379]
entry-title: Kühlmittelpumpe aus- und einbauen: [108, 752, 265, 764]
entry-number: 1.15: [72, 640, 92, 652]
dot-leader: . . . . . . . . . . . . . . . . . . . . . . . . . . . . . . . . . . . . . . . . . . . . . . . . . . . . . . . . . . . . . . . . . . . . . . . . . . . . . . . . . . . . . . . . . . . . . . . . . . . . . . . . . . . . . . . . . . . . . . . . . . . . . . . . . . . . . . . . . . . . . . . . . . . . . . . . . . . . . . . . . . . . . . . . . . . . . . . . . . . . . . . . . . . . . . . . . . . . . . . .: [232, 518, 2190, 530]
entry-title: Ölwannenunterteil einbauen - Motoren mit Flüssigdichtung: [108, 505, 362, 516]
entry-number: 1.2: [72, 464, 86, 475]
dot-leader: . . . . . . . . . . . . . . . . . . . . . . . . . . . . . . . . . . . . . . . . . . . . . . . . . . . . . . . . . . . . . . . . . . . . . . . . . . . . . . . . . . . . . . . . . . . . . . . . . . . . . . . . . . . . . . . . . . . . . . . . . . . . . . . . . . . . . . . . . . . . . . . . . . . . . . . . . . . . . . . . . . . . . . . . . . . . . . . . . . . . . . . . . . . . . . . . . . . . . . . .: [272, 559, 2230, 570]
entry-title: Ölstands- und Öltemperaturgeber G266 aus- und einbauen: [108, 464, 365, 475]
toc-entry[interactable]: [47, 504, 2344, 517]
dot-leader: . . . . . . . . . . . . . . . . . . . . . . . . . . . . . . . . . . . . . . . . . . . . . . . . . . . . . . . . . . . . . . . . . . . . . . . . . . . . . . . . . . . . . . . . . . . . . . . . . . . . . . . . . . . . . . . . . . . . . . . . . . . . . . . . . . . . . . . . . . . . . . . . . . . . . . . . . . . . . . . . . . . . . . . . . . . . . . . . . . . . . . . . . . . . . . . . . . . . . . . .: [225, 613, 2182, 624]
entry-number: 1.3: [72, 477, 86, 489]
entry-page: 163: [2160, 640, 2177, 652]
entry-title: Wellendichtring für Hallgeber am Zylinderkopf rechts ersetzen: [108, 244, 377, 255]
dot-leader: . . . . . . . . . . . . . . . . . . . . . . . . . . . . . . . . . . . . . . . . . . . . . . . . . . . . . . . . . . . . . . . . . . . . . . . . . . . . . . . . . . . . . . . . . . . . . . . . . . . . . . . . . . . . . . . . . . . . . . . . . . . . . . . . . . . . . . . . . . . . . . . . . . . . . . . . . . . . . . . . . . . . . . . . . . . . . . . . . . . . . . . . . . . . . . . . . . . . . . . .: [393, 284, 2351, 296]
entry-page: 102: [2200, 176, 2217, 187]
entry-number: 2.12: [72, 325, 92, 336]
entry-page: 151: [2360, 545, 2377, 556]
toc-entry[interactable]: [47, 585, 2256, 598]
